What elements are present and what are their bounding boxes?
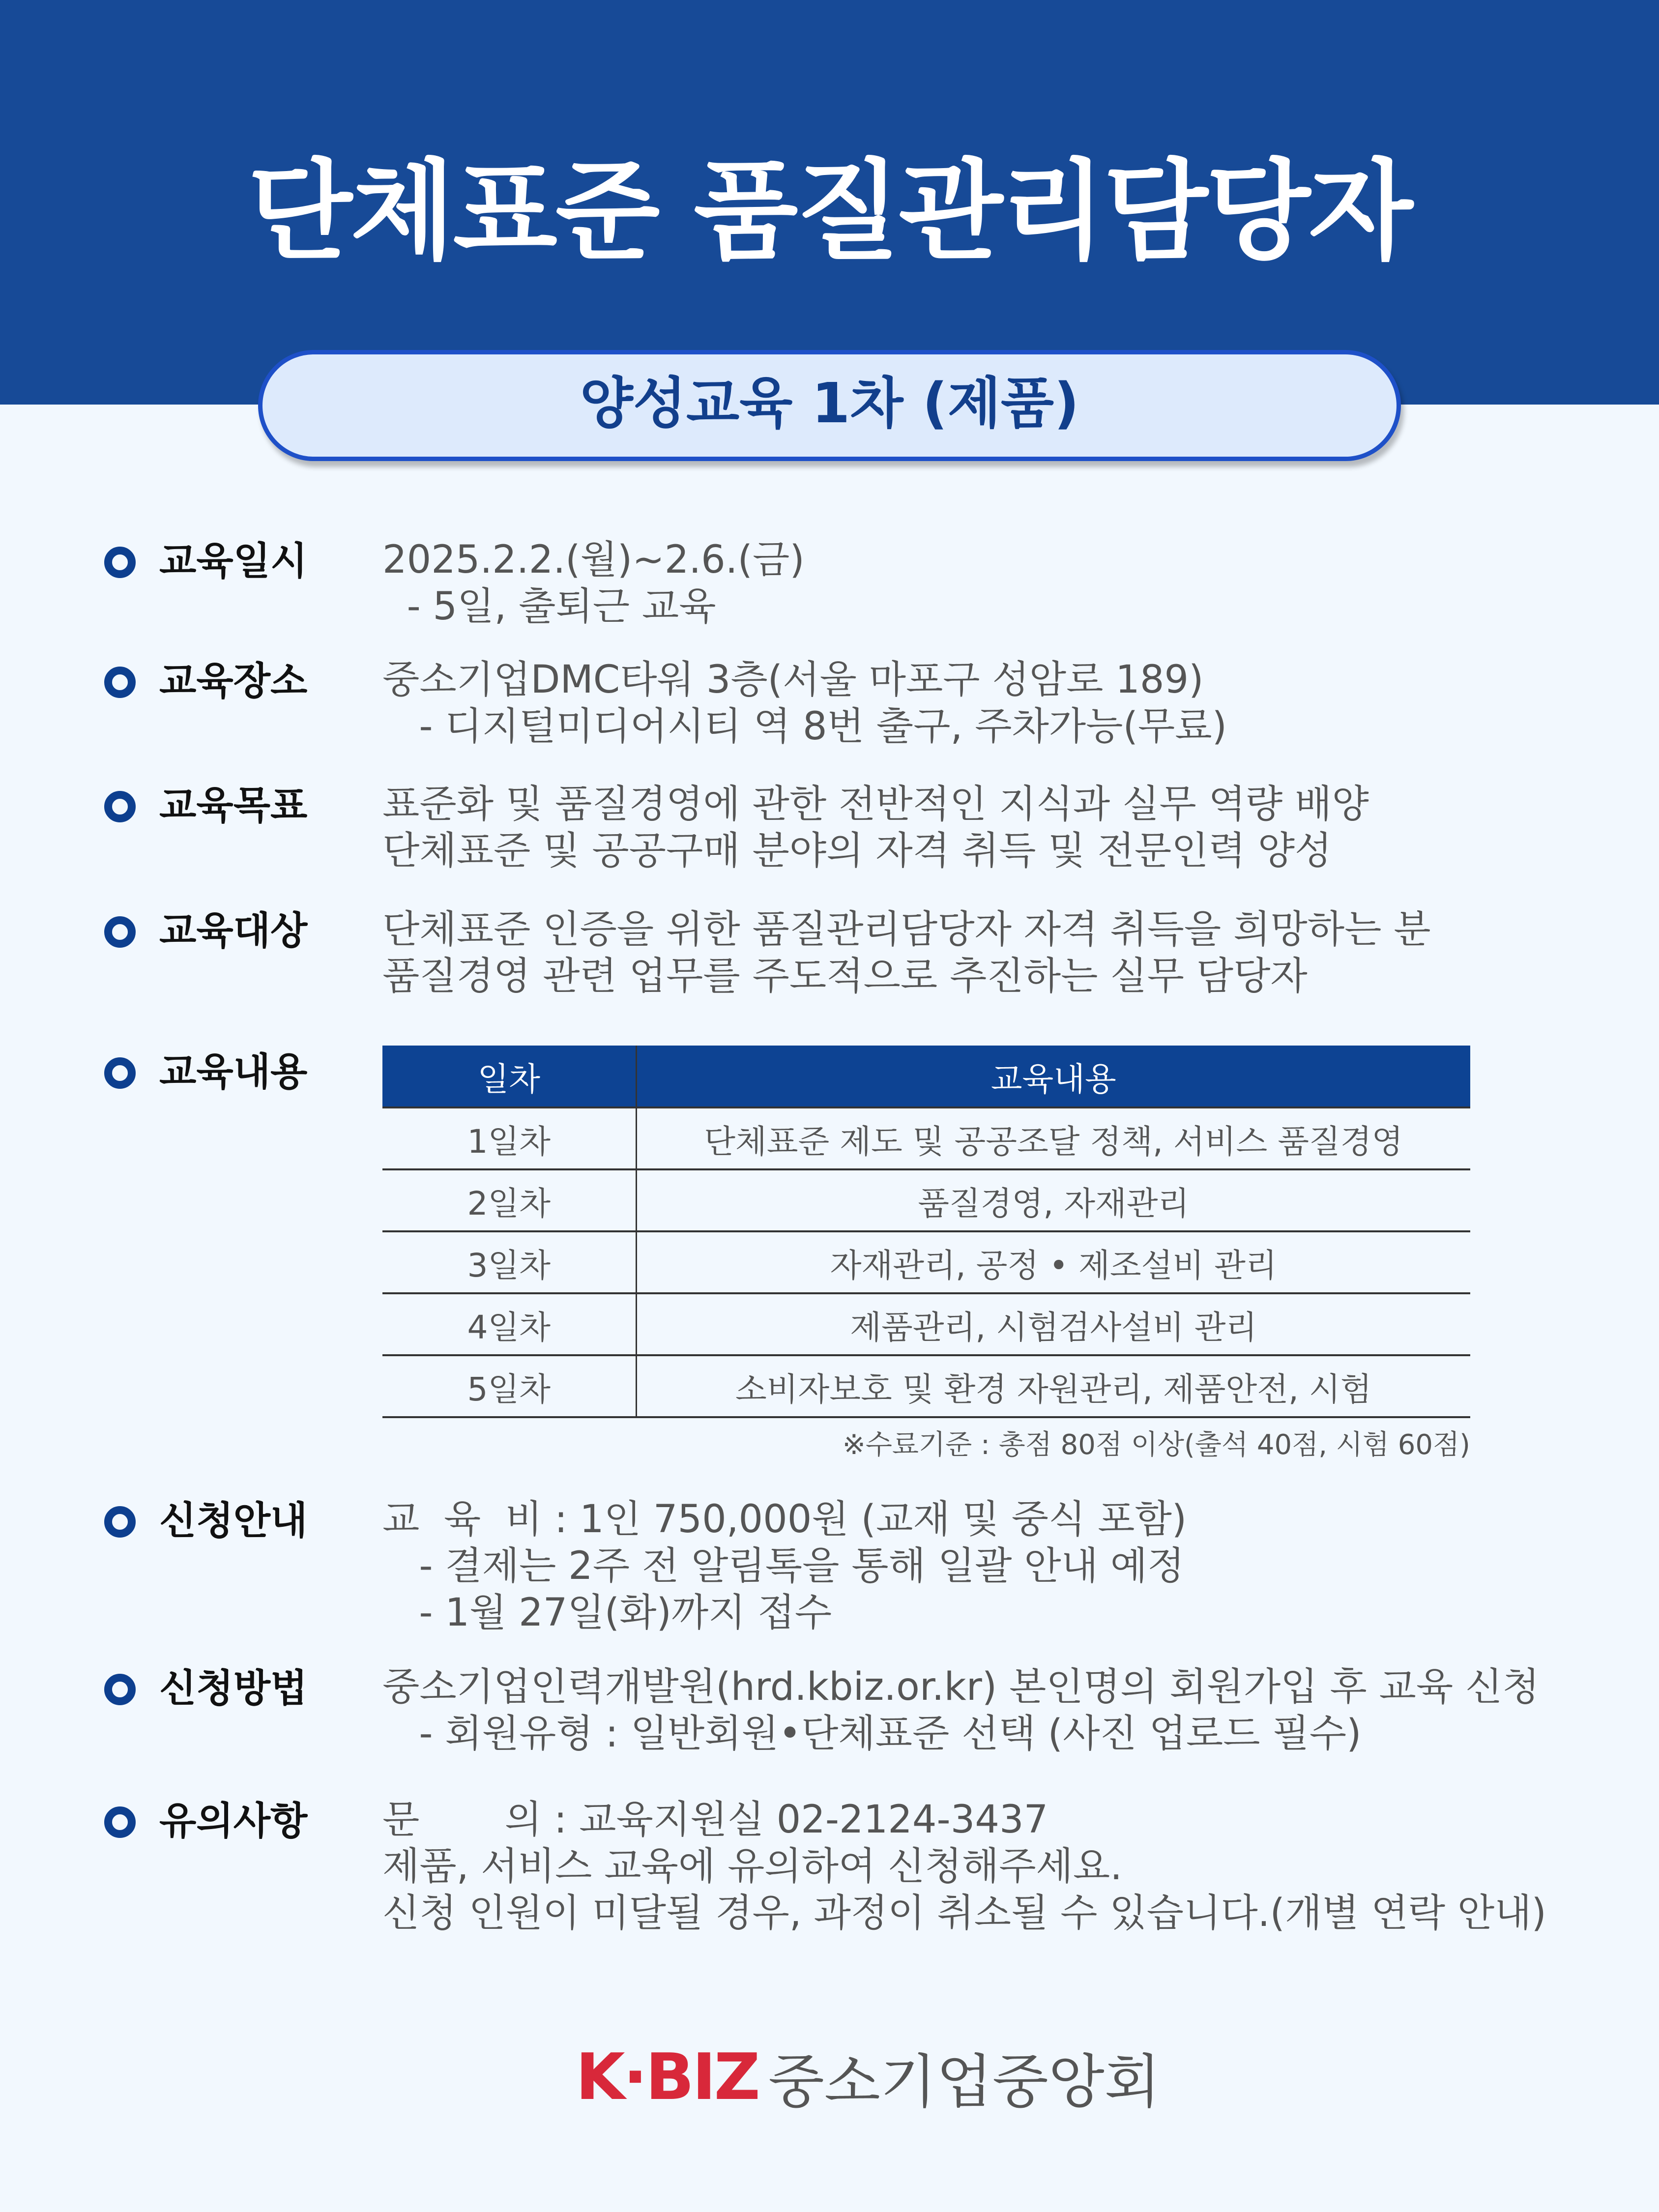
- curriculum-table: [382, 1046, 1470, 1418]
- table-row: [382, 1293, 1470, 1355]
- body-line: - 1월 27일(화)까지 접수: [382, 1591, 832, 1635]
- page-title: 단체표준 품질관리담당자: [248, 148, 1411, 274]
- section-body: [382, 1496, 1187, 1636]
- text: ) 본인명의 회원가입 후 교육 신청: [982, 1665, 1540, 1709]
- table-row: [382, 1355, 1470, 1417]
- day-cell: 4일차: [382, 1293, 636, 1355]
- section-body: [382, 781, 1369, 874]
- body-line: - 결제는 2주 전 알림톡을 통해 일괄 안내 예정: [382, 1544, 1185, 1588]
- content-cell: 단체표준 제도 및 공공조달 정책, 서비스 품질경영: [636, 1107, 1470, 1169]
- bullet-circle-icon: [104, 1057, 136, 1089]
- content-cell: 품질경영, 자재관리: [636, 1169, 1470, 1231]
- bullet-circle-icon: [104, 667, 136, 698]
- text: 중소기업인력개발원(: [382, 1665, 731, 1709]
- body-line: 표준화 및 품질경영에 관한 전반적인 지식과 실무 역량 배양: [382, 782, 1369, 826]
- body-line: [382, 1664, 1540, 1711]
- subtitle-pill: 양성교육 1차 (제품): [258, 350, 1401, 461]
- body-line: - 회원유형 : 일반회원•단체표준 선택 (사진 업로드 필수): [382, 1712, 1362, 1756]
- bullet-circle-icon: [104, 791, 136, 822]
- body-line: 교 육 비 : 1인 750,000원 (교재 및 중식 포함): [382, 1497, 1187, 1542]
- bullet-circle-icon: [104, 1674, 136, 1705]
- content-cell: 소비자보호 및 환경 자원관리, 제품안전, 시험: [636, 1355, 1470, 1417]
- kbiz-logo: [576, 2039, 1161, 2116]
- table-row: [382, 1107, 1470, 1169]
- completion-note: ※수료기준 : 총점 80점 이상(출석 40점, 시험 60점): [842, 1429, 1470, 1461]
- bullet-circle-icon: [104, 1506, 136, 1538]
- body-line: - 디지털미디어시티 역 8번 출구, 주차가능(무료): [382, 704, 1227, 749]
- day-cell: 5일차: [382, 1355, 636, 1417]
- body-line: 제품, 서비스 교육에 유의하여 신청해주세요.: [382, 1844, 1123, 1889]
- body-line: 2025.2.2.(월)~2.6.(금): [382, 538, 805, 582]
- bullet-circle-icon: [104, 547, 136, 578]
- section-body: [382, 906, 1431, 1000]
- section-body: [382, 1797, 1546, 1937]
- body-line: - 5일, 출퇴근 교육: [382, 584, 716, 629]
- bullet-circle-icon: [104, 1806, 136, 1838]
- section-body: [382, 537, 805, 630]
- section-body: [382, 1664, 1540, 1757]
- table-row: [382, 1169, 1470, 1231]
- day-cell: 3일차: [382, 1231, 636, 1293]
- hrd-link[interactable]: hrd.kbiz.or.kr: [730, 1665, 982, 1709]
- table-row: [382, 1231, 1470, 1293]
- body-line: 신청 인원이 미달될 경우, 과정이 취소될 수 있습니다.(개별 연락 안내): [382, 1891, 1546, 1935]
- body-line: 단체표준 인증을 위한 품질관리담당자 자격 취득을 희망하는 분: [382, 907, 1431, 952]
- section-label: 신청방법: [159, 1666, 308, 1711]
- body-line: 품질경영 관련 업무를 주도적으로 추진하는 실무 담당자: [382, 954, 1308, 998]
- section-label: 교육대상: [159, 909, 308, 953]
- section-body: [382, 657, 1227, 750]
- bullet-circle-icon: [104, 916, 136, 948]
- body-line: 문 의 : 교육지원실 02-2124-3437: [382, 1798, 1048, 1842]
- day-cell: 1일차: [382, 1107, 636, 1169]
- section-label: 교육내용: [159, 1050, 308, 1094]
- table-header-content: 교육내용: [636, 1046, 1470, 1107]
- content-cell: 제품관리, 시험검사설비 관리: [636, 1293, 1470, 1355]
- body-line: 중소기업DMC타워 3층(서울 마포구 성암로 189): [382, 658, 1204, 702]
- section-label: 신청안내: [159, 1499, 308, 1543]
- logo-mark: K·BIZ: [576, 2039, 758, 2114]
- logo-name: 중소기업중앙회: [768, 2048, 1161, 2116]
- day-cell: 2일차: [382, 1169, 636, 1231]
- section-label: 교육일시: [159, 539, 308, 583]
- body-line: 단체표준 및 공공구매 분야의 자격 취득 및 전문인력 양성: [382, 829, 1332, 873]
- section-label: 유의사항: [159, 1799, 308, 1843]
- table-header-day: 일차: [382, 1046, 636, 1107]
- section-label: 교육장소: [159, 659, 308, 703]
- section-label: 교육목표: [159, 784, 308, 828]
- content-cell: 자재관리, 공정 • 제조설비 관리: [636, 1231, 1470, 1293]
